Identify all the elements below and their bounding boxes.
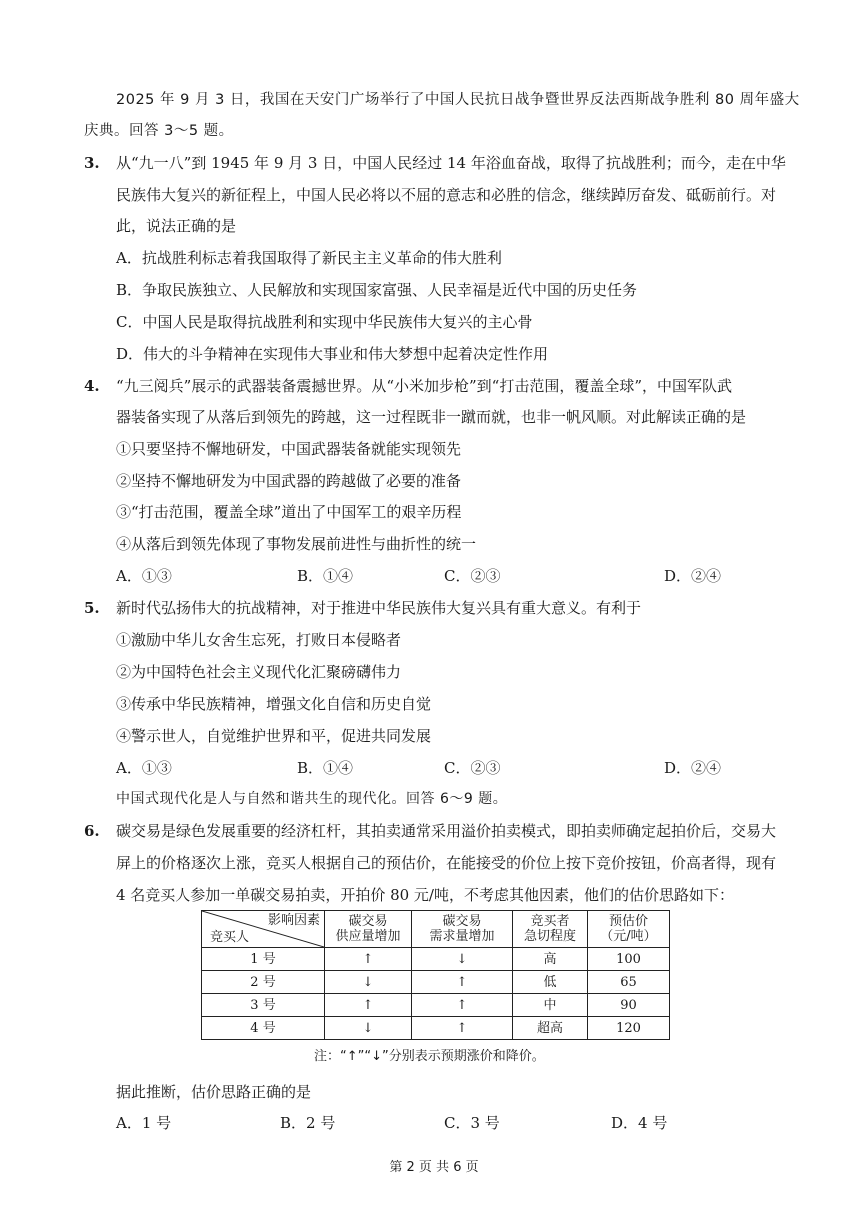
- table-cell: 3 号: [202, 994, 325, 1017]
- table-cell: ↓: [412, 948, 513, 971]
- question-5-item-3: ③传承中华民族精神，增强文化自信和历史自觉: [116, 695, 432, 713]
- question-4-choice-d[interactable]: D．②④: [664, 567, 722, 585]
- question-3-option-c[interactable]: C．中国人民是取得抗战胜利和实现中华民族伟大复兴的主心骨: [116, 313, 533, 331]
- question-3-number: 3.: [84, 154, 100, 172]
- header-line: 供应量增加: [335, 929, 401, 944]
- table-cell: 超高: [513, 1017, 588, 1040]
- table-cell: 100: [588, 948, 670, 971]
- intro-2: 中国式现代化是人与自然和谐共生的现代化。回答 6～9 题。: [116, 791, 508, 807]
- question-3-stem-line: 此，说法正确的是: [116, 217, 237, 235]
- table-row: [202, 971, 670, 994]
- table-cell: 2 号: [202, 971, 325, 994]
- question-3-stem-line: 民族伟大复兴的新征程上，中国人民必将以不屈的意志和必胜的信念，继续踔厉奋发、砥砺前行。对: [116, 186, 777, 204]
- table-cell: 65: [588, 971, 670, 994]
- question-5-stem-line: 新时代弘扬伟大的抗战精神，对于推进中华民族伟大复兴具有重大意义。有利于: [116, 599, 642, 617]
- table-row: [202, 994, 670, 1017]
- question-3-option-b[interactable]: B．争取民族独立、人民解放和实现国家富强、人民幸福是近代中国的历史任务: [116, 281, 638, 299]
- question-6-stem-line: 4 名竞买人参加一单碳交易拍卖，开拍价 80 元/吨，不考虑其他因素，他们的估价思路如下：: [116, 886, 734, 904]
- corner-bottom-label: 竞买人: [210, 930, 250, 945]
- header-line: 碳交易: [442, 914, 482, 929]
- intro-line-1: 2025 年 9 月 3 日，我国在天安门广场举行了中国人民抗日战争暨世界反法西斯战争胜利 80 周年盛大: [116, 92, 800, 108]
- question-4-item-2: ②坚持不懈地研发为中国武器的跨越做了必要的准备: [116, 472, 462, 490]
- table-cell: ↑: [412, 994, 513, 1017]
- question-5-choice-d[interactable]: D．②④: [664, 759, 722, 777]
- carbon-price-table: [201, 910, 670, 1040]
- question-6-choice-b[interactable]: B．2 号: [280, 1114, 336, 1132]
- page-footer: 第 2 页 共 6 页: [389, 1160, 479, 1175]
- table-header-cell: [412, 911, 513, 948]
- intro-line-2: 庆典。回答 3～5 题。: [84, 123, 234, 139]
- question-6-choice-c[interactable]: C．3 号: [444, 1114, 500, 1132]
- question-4-item-3: ③“打击范围，覆盖全球”道出了中国军工的艰辛历程: [116, 503, 462, 521]
- table-cell: 4 号: [202, 1017, 325, 1040]
- question-5-number: 5.: [84, 599, 100, 617]
- question-3-stem-line: 从“九一八”到 1945 年 9 月 3 日，中国人民经过 14 年浴血奋战，取得了抗战胜利；而今，走在中华: [116, 154, 786, 172]
- table-cell: 中: [513, 994, 588, 1017]
- table-cell: 低: [513, 971, 588, 994]
- question-6-number: 6.: [84, 822, 100, 840]
- question-5-choice-a[interactable]: A．①③: [116, 759, 172, 777]
- question-6-choice-d[interactable]: D．4 号: [611, 1114, 668, 1132]
- header-line: （元/吨）: [600, 929, 657, 944]
- table-cell: ↑: [325, 948, 412, 971]
- table-header-row: [202, 911, 670, 948]
- question-6-stem-line: 碳交易是绿色发展重要的经济杠杆，其拍卖通常采用溢价拍卖模式，即拍卖师确定起拍价后，交易大: [116, 822, 777, 840]
- question-5-item-1: ①激励中华儿女舍生忘死，打败日本侵略者: [116, 631, 402, 649]
- question-5-choice-c[interactable]: C．②③: [444, 759, 501, 777]
- question-4-choice-c[interactable]: C．②③: [444, 567, 501, 585]
- table-cell: ↑: [412, 971, 513, 994]
- table-cell: 120: [588, 1017, 670, 1040]
- header-line: 需求量增加: [429, 929, 495, 944]
- table-row: [202, 948, 670, 971]
- question-4-choice-b[interactable]: B．①④: [297, 567, 354, 585]
- question-6-ask: 据此推断，估价思路正确的是: [116, 1083, 312, 1101]
- question-3-option-a[interactable]: A．抗战胜利标志着我国取得了新民主主义革命的伟大胜利: [116, 249, 502, 267]
- table-cell: 1 号: [202, 948, 325, 971]
- corner-top-label: 影响因素: [267, 913, 320, 928]
- question-4-stem-line: “九三阅兵”展示的武器装备震撼世界。从“小米加步枪”到“打击范围，覆盖全球”，中国军队武: [116, 377, 733, 395]
- question-5-item-4: ④警示世人，自觉维护世界和平，促进共同发展: [116, 727, 432, 745]
- question-6-choice-a[interactable]: A．1 号: [116, 1114, 172, 1132]
- table-header-cell: [588, 911, 670, 948]
- question-4-item-4: ④从落后到领先体现了事物发展前进性与曲折性的统一: [116, 535, 477, 553]
- header-line: 急切程度: [523, 929, 576, 944]
- question-3-option-d[interactable]: D．伟大的斗争精神在实现伟大事业和伟大梦想中起着决定性作用: [116, 345, 549, 363]
- table-cell: ↑: [325, 994, 412, 1017]
- table-cell: ↑: [412, 1017, 513, 1040]
- header-line: 预估价: [608, 914, 648, 929]
- table-header-cell: [513, 911, 588, 948]
- table-cell: ↓: [325, 1017, 412, 1040]
- table-cell: 高: [513, 948, 588, 971]
- question-4-item-1: ①只要坚持不懈地研发，中国武器装备就能实现领先: [116, 440, 462, 458]
- table-corner-cell: [202, 911, 325, 948]
- question-5-choice-b[interactable]: B．①④: [297, 759, 354, 777]
- question-4-number: 4.: [84, 377, 100, 395]
- table-cell: ↓: [325, 971, 412, 994]
- header-line: 碳交易: [348, 914, 388, 929]
- table-header-cell: [325, 911, 412, 948]
- header-line: 竞买者: [530, 914, 570, 929]
- question-6-stem-line: 屏上的价格逐次上涨，竞买人根据自己的预估价，在能接受的价位上按下竞价按钮，价高者得，现有: [116, 854, 777, 872]
- table-row: [202, 1017, 670, 1040]
- question-5-item-2: ②为中国特色社会主义现代化汇聚磅礴伟力: [116, 663, 402, 681]
- question-4-choice-a[interactable]: A．①③: [116, 567, 172, 585]
- table-cell: 90: [588, 994, 670, 1017]
- table-note: 注：“↑”“↓”分别表示预期涨价和降价。: [314, 1049, 545, 1064]
- question-4-stem-line: 器装备实现了从落后到领先的跨越，这一过程既非一蹴而就，也非一帆风顺。对此解读正确的是: [116, 408, 747, 426]
